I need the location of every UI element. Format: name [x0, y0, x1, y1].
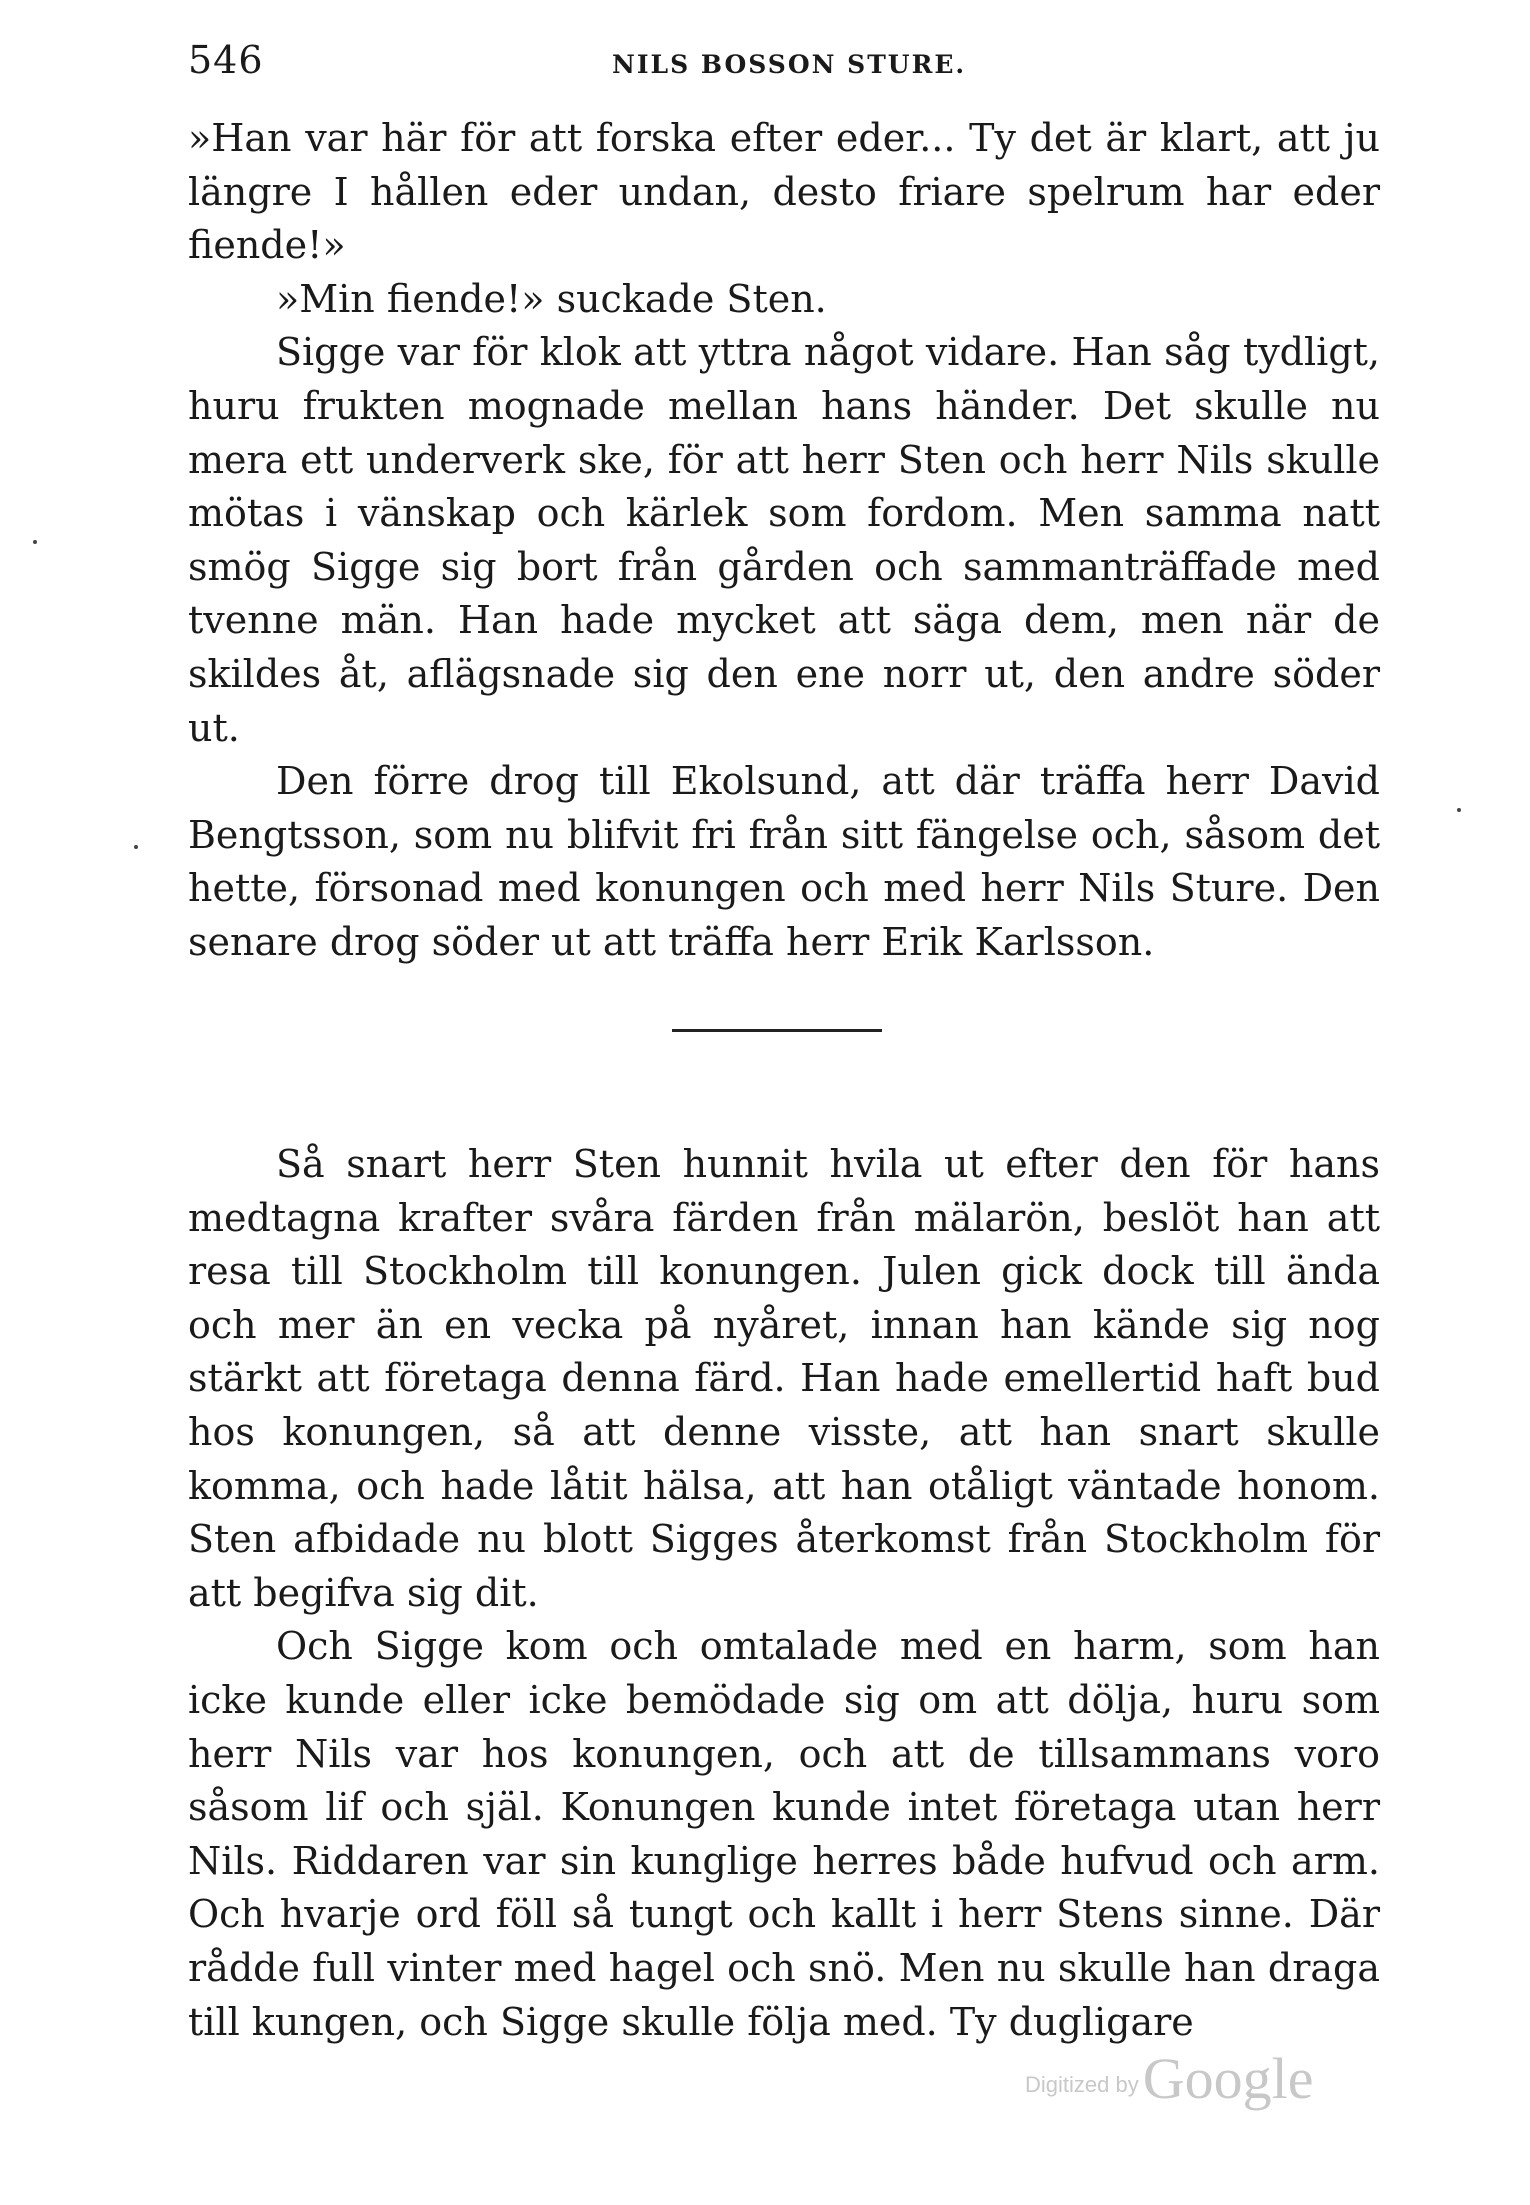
paragraph: Och Sigge kom och omtalade med en harm, som han icke kunde eller icke bemödade sig om att dölja, huru som herr Nils var hos konungen, och att de tillsammans voro såsom lif och själ. Konungen kunde intet företaga utan herr Nils. Riddaren var sin kunglige herres både hufvud och arm. Och hvarje ord föll så tungt och kallt i herr Stens sinne. Där rådde full vinter med hagel och snö. Men nu skulle han draga till kungen, och Sigge skulle följa med. Ty dugligare	[188, 1624, 1380, 2044]
digitized-by-watermark	[1025, 2045, 1313, 2112]
scan-speck	[134, 845, 138, 849]
paragraph: »Min fiende!» suckade Sten.	[276, 276, 827, 321]
paragraph: Sigge var för klok att yttra något vidare. Han såg tydligt, huru frukten mognade mellan hans händer. Det skulle nu mera ett underverk ske, för att herr Sten och herr Nils skulle mötas i vänskap och kärlek som fordom. Men samma natt smög Sigge sig bort från gården och sammanträffade med tvenne män. Han hade mycket att säga dem, men när de skildes åt, aflägsnade sig den ene norr ut, den andre söder ut.	[188, 330, 1380, 750]
section-two-text	[188, 1138, 1380, 2049]
scan-speck	[1457, 808, 1461, 812]
paragraph: Så snart herr Sten hunnit hvila ut efter den för hans medtagna krafter svåra färden från mälarön, beslöt han att resa till Stockholm till konungen. Julen gick dock till ända och mer än en vecka på nyåret, innan han kände sig nog stärkt att företaga denna färd. Han hade emellertid haft bud hos konungen, så att denne visste, att han snart skulle komma, och hade låtit hälsa, att han otåligt väntade honom. Sten afbidade nu blott Sigges återkomst från Stockholm för att begifva sig dit.	[188, 1142, 1380, 1615]
digitized-by-label: Digitized by	[1025, 2072, 1139, 2097]
section-one-text	[188, 112, 1380, 970]
scan-speck	[33, 540, 37, 544]
paragraph: »Han var här för att forska efter eder... Ty det är klart, att ju längre I hållen eder undan, desto friare spelrum har eder fiende!»	[188, 116, 1380, 268]
page-number: 546	[188, 38, 264, 82]
paragraph: Den förre drog till Ekolsund, att där träffa herr David Bengtsson, som nu blifvit fri från sitt fängelse och, såsom det hette, försonad med konungen och med herr Nils Sture. Den senare drog söder ut att träffa herr Erik Karlsson.	[188, 759, 1380, 964]
google-logo: Google	[1142, 2046, 1314, 2111]
section-divider	[672, 1029, 882, 1032]
running-head-title: NILS BOSSON STURE.	[612, 50, 967, 79]
